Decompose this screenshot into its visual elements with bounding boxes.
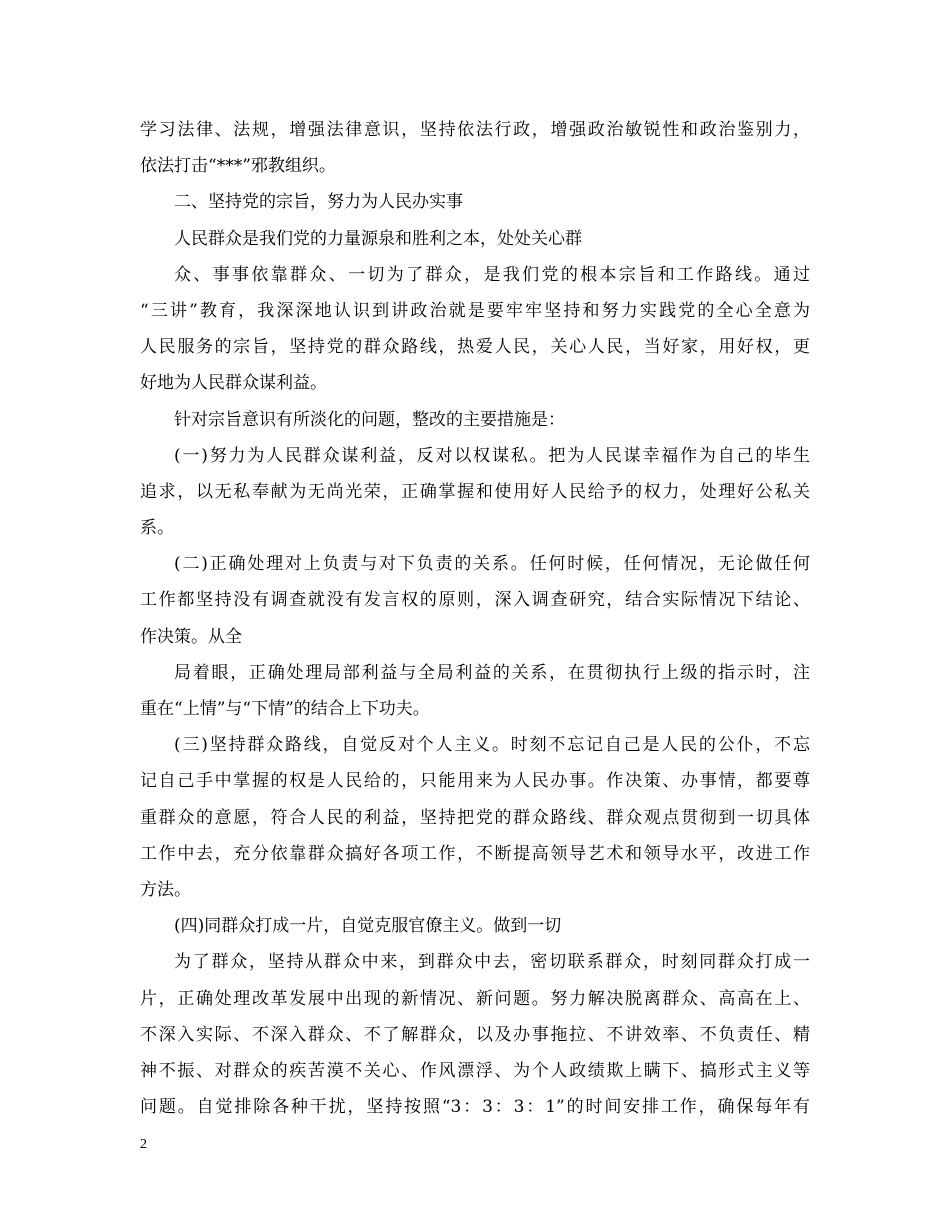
- text-line: “三讲”教育，我深深地认识到讲政治就是要牢牢坚持和努力实践党的全心全意为: [140, 300, 810, 321]
- text-line: 依法打击“***”邪教组织。: [140, 156, 336, 177]
- page-number: 2: [140, 1137, 147, 1152]
- text-line: 针对宗旨意识有所淡化的问题，整改的主要措施是：: [174, 409, 565, 430]
- text-line: 不深入实际、不深入群众、不了解群众，以及办事拖拉、不讲效率、不负责任、精: [140, 1024, 810, 1045]
- text-line: 为了群众，坚持从群众中来，到群众中去，密切联系群众，时刻同群众打成一: [174, 952, 810, 973]
- section-heading: 二、坚持党的宗旨，努力为人民办实事: [174, 192, 463, 213]
- document-body: [140, 112, 810, 1125]
- text-line: 局着眼，正确处理局部利益与全局利益的关系，在贯彻执行上级的指示时，注: [174, 662, 810, 683]
- text-line: 人民服务的宗旨，坚持党的群众路线，热爱人民，关心人民，当好家，用好权，更: [140, 337, 810, 358]
- text-line: 问题。自觉排除各种干扰，坚持按照“3：3：3：1”的时间安排工作，确保每年有: [140, 1097, 810, 1118]
- text-line: 系。: [140, 518, 174, 539]
- list-item-heading: (二)正确处理对上负责与对下负责的关系。任何时候，任何情况，无论做任何: [174, 554, 810, 575]
- text-line: 众、事事依靠群众、一切为了群众，是我们党的根本宗旨和工作路线。通过: [174, 264, 810, 285]
- text-line: 记自己手中掌握的权是人民给的，只能用来为人民办事。作决策、办事情，都要尊: [140, 771, 810, 792]
- list-item-heading: (四)同群众打成一片，自觉克服官僚主义。做到一切: [174, 916, 562, 937]
- list-item-heading: (一)努力为人民群众谋利益，反对以权谋私。把为人民谋幸福作为自己的毕生: [174, 445, 810, 466]
- text-line: 重群众的意愿，符合人民的利益，坚持把党的群众路线、群众观点贯彻到一切具体: [140, 807, 810, 828]
- text-line: 工作中去，充分依靠群众搞好各项工作，不断提高领导艺术和领导水平，改进工作: [140, 843, 810, 864]
- text-line: 重在“上情”与“下情”的结合上下功夫。: [140, 699, 430, 719]
- text-line: 工作都坚持没有调查就没有发言权的原则，深入调查研究，结合实际情况下结论、: [140, 590, 810, 611]
- text-line: 片，正确处理改革发展中出现的新情况、新问题。努力解决脱离群众、高高在上、: [140, 988, 810, 1009]
- text-line: 好地为人民群众谋利益。: [140, 373, 327, 394]
- text-line: 人民群众是我们党的力量源泉和胜利之本，处处关心群: [174, 228, 582, 249]
- text-line: 神不振、对群众的疾苦漠不关心、作风漂浮、为个人政绩欺上瞒下、搞形式主义等: [140, 1060, 810, 1081]
- text-line: 学习法律、法规，增强法律意识，坚持依法行政，增强政治敏锐性和政治鉴别力，: [140, 120, 810, 140]
- text-line: 追求，以无私奉献为无尚光荣，正确掌握和使用好人民给予的权力，处理好公私关: [140, 481, 810, 502]
- text-line: 作决策。从全: [140, 626, 242, 647]
- list-item-heading: (三)坚持群众路线，自觉反对个人主义。时刻不忘记自己是人民的公仆，不忘: [174, 735, 810, 756]
- text-line: 方法。: [140, 879, 191, 900]
